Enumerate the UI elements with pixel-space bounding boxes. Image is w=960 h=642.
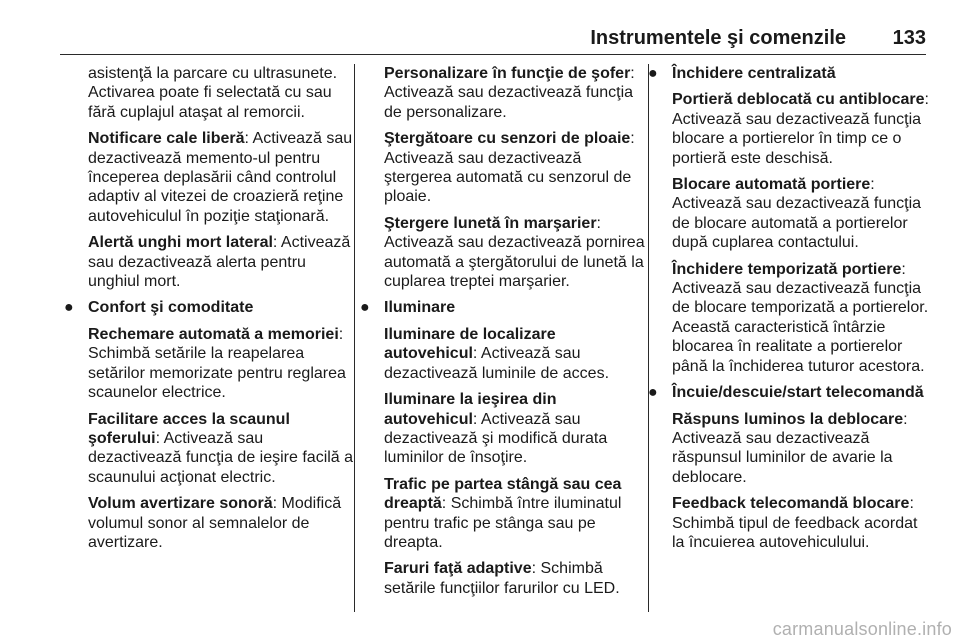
setting-item [88,129,356,226]
setting-item [88,325,356,403]
bullet-section [360,298,650,598]
setting-item [384,559,650,598]
setting-description: : Activează sau dezactivează funcţia de ieşire facilă a scaunului acţionat electric. [88,429,354,486]
setting-title: Închidere temporizată portiere [672,260,902,278]
setting-description: : Activează sau dezactivează funcţia de blocare temporizată a portierelor. Această caracteristică întârzie blocarea în realitate a portierelor până la închiderea tuturor acestora. [672,260,929,375]
bullet-heading: Confort şi comoditate [88,299,254,317]
page-header [60,26,926,55]
setting-description: : Schimbă setările funcţiilor farurilor cu LED. [384,560,620,597]
intro-paragraph: asistenţă la parcare cu ultrasunete. Activarea poate fi selectată cu sau fără cuplajul ataşat al remorcii. [88,65,338,121]
setting-description: : Schimbă tipul de feedback acordat la încuierea autovehiculului. [672,495,918,551]
setting-description: : Activează sau dezactivează funcţia de blocare automată a portierelor după cuplarea contactului. [672,176,922,252]
setting-title: Alertă unghi mort lateral [88,234,273,252]
bullet-heading: Încuie/descuie/start telecomandă [672,384,924,402]
section-title: Instrumentele şi comenzile [590,27,846,49]
bullet-section [648,64,930,376]
setting-description: : Modifică volumul sonor al semnalelor de avertizare. [88,495,342,551]
setting-item [88,233,356,291]
setting-item [88,494,356,552]
setting-title: Iluminare de localizare autovehicul [384,325,556,363]
watermark-text: carmanualsonline.info [772,619,952,639]
column-2 [360,64,650,605]
bullet-section [64,298,356,552]
setting-title: Notificare cale liberă [88,130,245,148]
bullet-heading: Iluminare [384,299,456,317]
setting-title: Rechemare automată a memoriei [88,325,339,343]
setting-description: : Activează sau dezactivează luminile de acces. [384,345,610,382]
bullet-icon: ● [360,299,370,317]
setting-title: Feedback telecomandă blocare [672,495,910,513]
setting-item [384,390,650,468]
setting-title: Volum avertizare sonoră [88,495,273,513]
setting-title: Răspuns luminos la deblocare [672,410,904,428]
setting-title: Ştergătoare cu senzori de ploaie [384,130,631,148]
setting-item [672,494,930,552]
setting-description: : Activează sau dezactivează ştergerea automată cu senzorul de ploaie. [384,130,635,206]
setting-item [672,410,930,488]
setting-title: Faruri faţă adaptive [384,560,532,578]
setting-title: Trafic pe partea stângă sau cea dreaptă [384,475,622,513]
setting-description: : Activează sau dezactivează alerta pentru unghiul mort. [88,234,351,291]
setting-item [672,90,930,168]
setting-item [384,325,650,383]
setting-description: : Schimbă între iluminatul pentru trafic pe stânga sau pe dreapta. [384,495,622,551]
column-3 [648,64,930,559]
page-number: 133 [892,27,926,49]
setting-title: Portieră deblocată cu antiblocare [672,91,925,109]
bullet-heading: Închidere centralizată [672,65,836,82]
setting-item [384,64,650,122]
setting-description: : Activează sau dezactivează funcţia blocare a portierelor în timp ce o portieră este deschisă. [672,91,929,167]
setting-item [384,129,650,207]
setting-item [384,475,650,553]
setting-title: Personalizare în funcţie de şofer [384,65,631,82]
setting-item [672,260,930,376]
setting-title: Iluminare la ieşirea din autovehicul [384,391,557,428]
setting-item [672,175,930,253]
bullet-icon: ● [64,299,74,317]
setting-item [384,214,650,292]
column-1 [64,64,356,559]
bullet-icon: ● [648,65,658,82]
setting-title: Facilitare acces la scaunul şoferului [88,410,290,447]
setting-description: : Activează sau dezactivează pornirea automată a ştergătorului de lunetă la cuplarea treptei marşarier. [384,214,645,291]
setting-title: Ştergere lunetă în marşarier [384,214,597,232]
setting-item [88,410,356,488]
setting-description: : Activează sau dezactivează memento-ul pentru începerea deplasării când controlul adaptiv al vitezei de croazieră reţine autovehiculul în poziţie staţionară. [88,130,353,225]
setting-description: : Activează sau dezactivează şi modifică durata luminilor de însoţire. [384,410,608,467]
bullet-icon: ● [648,384,658,402]
setting-description: : Activează sau dezactivează răspunsul luminilor de avarie la deblocare. [672,410,908,486]
setting-description: : Activează sau dezactivează funcţia de personalizare. [384,65,635,121]
setting-title: Blocare automată portiere [672,176,871,194]
bullet-section [648,383,930,552]
setting-description: : Schimbă setările la reapelarea setărilor memorizate pentru reglarea scaunelor electrice. [88,325,346,402]
